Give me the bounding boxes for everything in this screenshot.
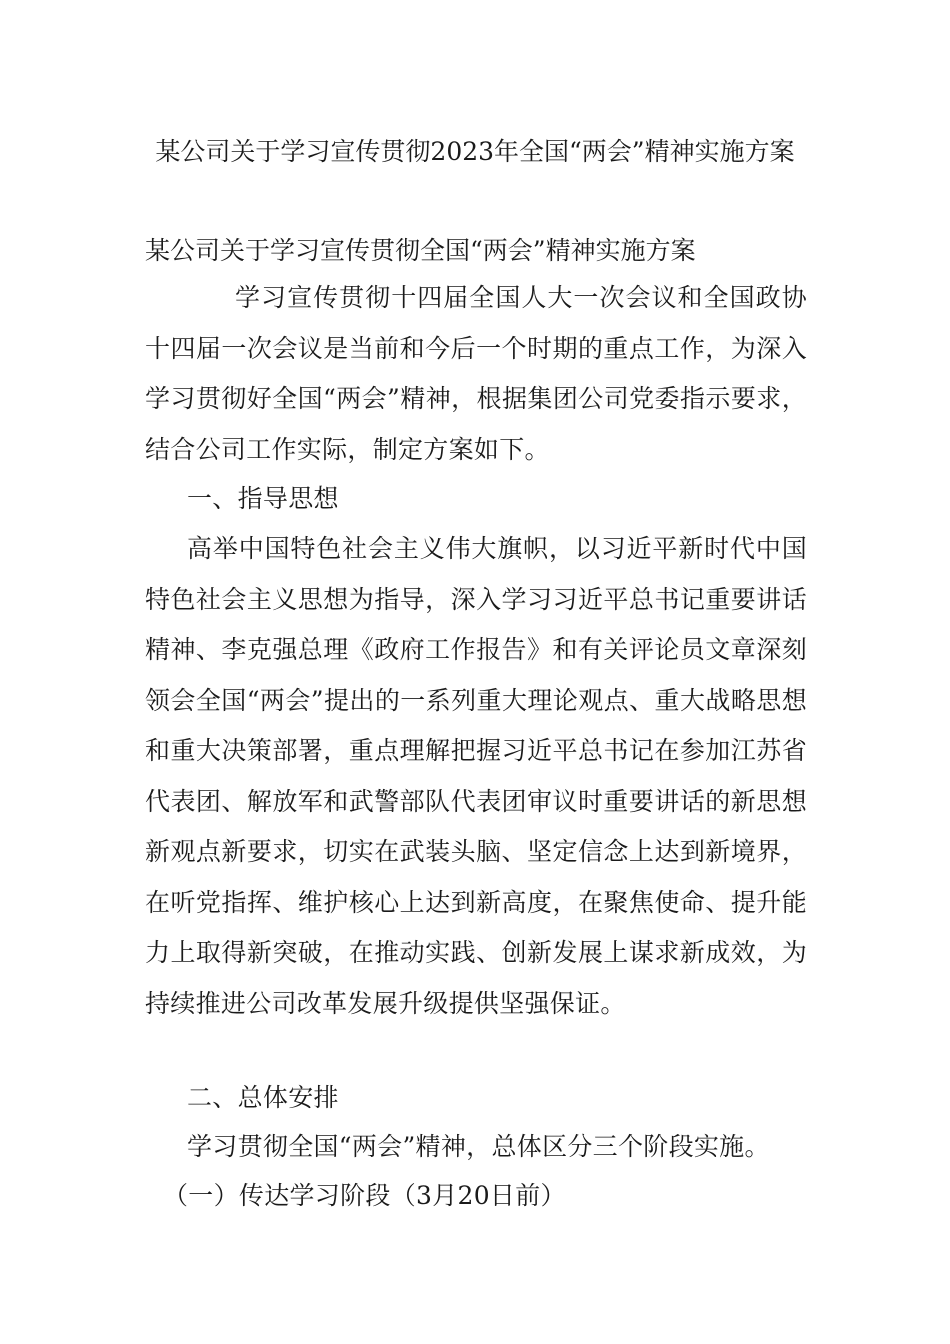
subsection-heading-phase-one: （一）传达学习阶段（3月20日前） (163, 1181, 566, 1210)
section-heading-overall-arrangement: 二、总体安排 (187, 1083, 339, 1112)
section-body-overall-arrangement: 学习贯彻全国“两会”精神，总体区分三个阶段实施。 (187, 1132, 770, 1161)
section-body-guiding-ideology: 高举中国特色社会主义伟大旗帜，以习近平新时代中国特色社会主义思想为指导，深入学习习近平总书记重要讲话精神、李克强总理《政府工作报告》和有关评论员文章深刻领会全国“两会”提出的一系列重大理论观点、重大战略思想和重大决策部署，重点理解把握习近平总书记在参加江苏省代表团、解放军和武警部队代表团审议时重要讲话的新思想新观点新要求，切实在武装头脑、坚定信念上达到新境界，在听党指挥、维护核心上达到新高度，在聚焦使命、提升能力上取得新突破，在推动实践、创新发展上谋求新成效，为持续推进公司改革发展升级提供坚强保证。 (145, 534, 807, 1018)
intro-paragraph: 学习宣传贯彻十四届全国人大一次会议和全国政协十四届一次会议是当前和今后一个时期的重点工作，为深入学习贯彻好全国“两会”精神，根据集团公司党委指示要求，结合公司工作实际，制定方案如下。 (145, 283, 807, 464)
section-heading-guiding-ideology: 一、指导思想 (187, 484, 339, 513)
document-subtitle: 某公司关于学习宣传贯彻全国“两会”精神实施方案 (145, 236, 696, 265)
document-title: 某公司关于学习宣传贯彻2023年全国“两会”精神实施方案 (155, 137, 795, 166)
